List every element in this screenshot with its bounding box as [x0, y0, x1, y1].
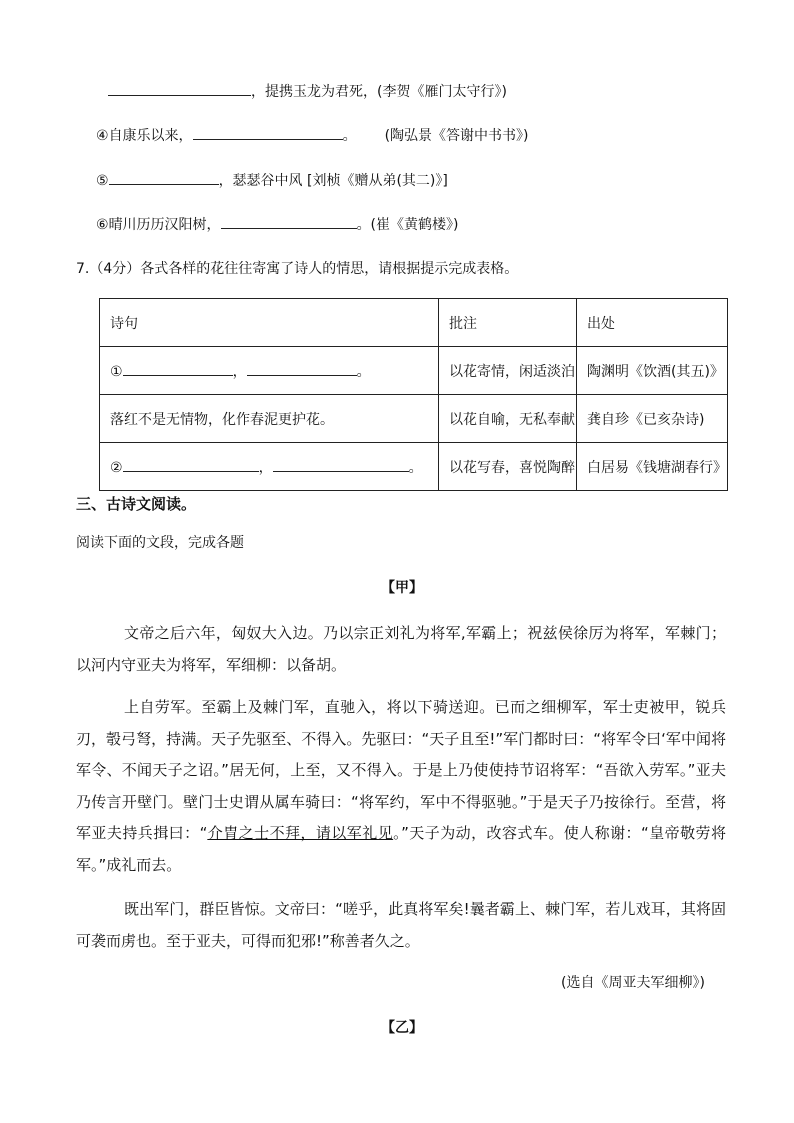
- end: 。: [408, 459, 423, 476]
- end: 。: [356, 363, 371, 380]
- line4-pre: 自康乐以来，: [108, 128, 193, 144]
- answer-blank[interactable]: [273, 457, 409, 472]
- line4-post: 。: [342, 128, 357, 144]
- source-cell: 陶渊明《饮酒(其五)》: [577, 347, 728, 395]
- answer-blank[interactable]: [221, 214, 357, 229]
- answer-blank[interactable]: [123, 361, 233, 376]
- source-cell: 龚自珍《已亥杂诗): [577, 395, 728, 443]
- line6-pre: 晴川历历汉阳树，: [108, 217, 221, 233]
- poem-table: [99, 298, 728, 491]
- line3-text: ，提携玉龙为君死，(李贺《雁门太守行》): [251, 84, 507, 100]
- passage-paragraph-2: [76, 692, 726, 881]
- line6-post: 。(崔《黄鹤楼》): [356, 217, 459, 233]
- passage-jia-title: 【甲】: [381, 580, 423, 596]
- number-4: ④: [96, 128, 109, 144]
- header-source: 出处: [577, 299, 728, 347]
- section-heading: 三、古诗文阅读。: [76, 495, 197, 513]
- row-number: ①: [110, 363, 123, 380]
- underlined-sentence: 介胄之士不拜，请以军礼见: [207, 824, 394, 842]
- fill-line-5: [96, 170, 448, 191]
- answer-blank[interactable]: [247, 361, 357, 376]
- table-header-row: [100, 299, 728, 347]
- table-row: [100, 347, 728, 395]
- number-5: ⑤: [96, 173, 109, 189]
- sep: ，: [232, 363, 247, 380]
- note-cell: 以花寄情，闲适淡泊: [439, 347, 577, 395]
- note-cell: 以花自喻，无私奉献: [439, 395, 577, 443]
- header-note: 批注: [439, 299, 577, 347]
- fill-line-3: [108, 81, 507, 102]
- header-poem: 诗句: [100, 299, 439, 347]
- answer-blank[interactable]: [108, 81, 251, 96]
- question-7-text: 7.（4分）各式各样的花往往寄寓了诗人的情思，请根据提示完成表格。: [76, 261, 519, 277]
- table-row: [100, 443, 728, 491]
- table-row: [100, 395, 728, 443]
- answer-blank[interactable]: [109, 170, 219, 185]
- passage-source: (选自《周亚夫军细柳》): [561, 975, 705, 991]
- passage-paragraph-3: 既出军门，群臣皆惊。文帝曰：“嗟乎，此真将军矣!曩者霸上、棘门军，若儿戏耳，其将固可袭而虏也。至于亚夫，可得而犯邪!”称善者久之。: [76, 900, 726, 950]
- passage-paragraph-1: 文帝之后六年，匈奴大入边。乃以宗正刘礼为将军,军霸上；祝兹侯徐厉为将军，军棘门；以河内守亚夫为将军，军细柳：以备胡。: [76, 624, 726, 674]
- section-instruction: 阅读下面的文段，完成各题: [76, 535, 244, 551]
- sep: ，: [258, 459, 273, 476]
- line4-source: (陶弘景《答谢中书书》): [384, 128, 529, 144]
- p2-before: 上自劳军。至霸上及棘门军，直驰入，将以下骑送迎。已而之细柳军，军士吏被甲，锐兵刃，彀弓弩，持满。天子先驱至、不得入。先驱曰：“天子且至!”军门都时曰：“将军令曰‘军中闻将军令、不闻天子之诏。”居无何，上至，又不得入。于是上乃使使持节诏将军：“吾欲入劳军。”亚夫乃传言开壁门。壁门士史谓从属车骑曰：“将军约，军中不得驱驰。”于是天子乃按徐行。至营，将军亚夫持兵揖曰：“: [76, 698, 726, 842]
- row-number: ②: [110, 459, 123, 476]
- note-cell: 以花写春，喜悦陶醉: [439, 443, 577, 491]
- poem-cell: 落红不是无情物，化作春泥更护花。: [100, 395, 439, 443]
- number-6: ⑥: [96, 217, 109, 233]
- passage-yi-title: 【乙】: [381, 1020, 423, 1036]
- poem-cell: [100, 443, 439, 491]
- p2-after: 。”天子为动，改容式车。使人称谢：“皇帝敬劳将军。”成礼而去。: [76, 824, 726, 874]
- answer-blank[interactable]: [193, 125, 343, 140]
- line5-post: ，瑟瑟谷中风 [刘桢《赠从弟(其二)》]: [218, 173, 448, 189]
- source-cell: 白居易《钱塘湖春行》: [577, 443, 728, 491]
- poem-cell: [100, 347, 439, 395]
- fill-line-4: [96, 125, 529, 146]
- answer-blank[interactable]: [123, 457, 259, 472]
- fill-line-6: [96, 214, 459, 235]
